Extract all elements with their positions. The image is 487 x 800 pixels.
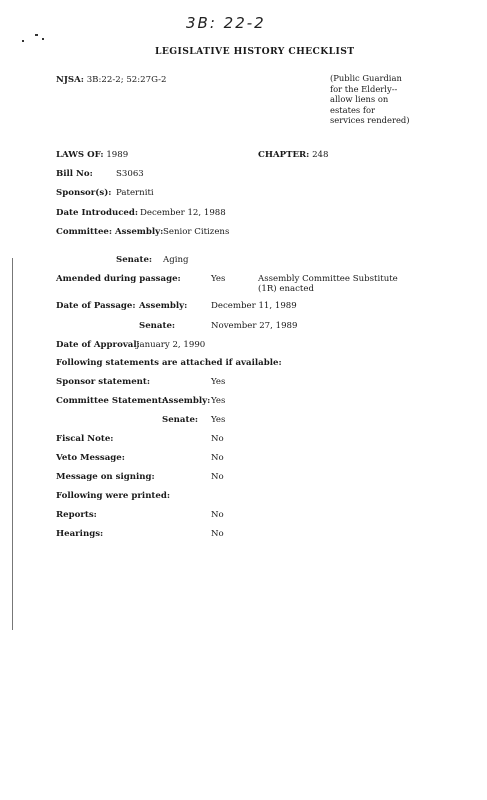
page-edge-line — [12, 258, 13, 630]
bill-no-value: S3063 — [116, 169, 144, 179]
scan-speck — [22, 40, 24, 42]
njsa-value: 3B:22-2; 52:27G-2 — [86, 75, 167, 85]
reports-value: No — [211, 510, 224, 520]
statements-heading: Following statements are attached if available: — [56, 358, 282, 368]
committee-assembly-label: Assembly: — [115, 227, 164, 237]
date-of-approval-value: January 2, 1990 — [136, 340, 206, 350]
amended-note-line1: Assembly Committee Substitute — [258, 274, 398, 284]
committee-senate-value: Aging — [163, 255, 189, 265]
chapter-label: CHAPTER: — [258, 150, 310, 160]
subject-note — [330, 73, 410, 126]
committee-senate-label: Senate: — [116, 255, 153, 265]
scan-speck — [42, 38, 44, 40]
sponsor-statement-value: Yes — [211, 377, 226, 387]
sponsor-statement-label: Sponsor statement: — [56, 377, 151, 387]
passage-senate-value: November 27, 1989 — [211, 321, 298, 331]
bill-no-label: Bill No: — [56, 169, 93, 179]
committee-statement-assembly-value: Yes — [211, 396, 226, 406]
printed-heading: Following were printed: — [56, 491, 171, 501]
amended-label: Amended during passage: — [56, 274, 181, 284]
subject-note-line: (Public Guardian — [330, 73, 402, 83]
message-on-signing-label: Message on signing: — [56, 472, 155, 482]
committee-statement-senate-label: Senate: — [162, 415, 199, 425]
amended-value: Yes — [211, 274, 226, 284]
page-title: LEGISLATIVE HISTORY CHECKLIST — [155, 46, 355, 57]
date-of-passage-label: Date of Passage: — [56, 301, 136, 311]
laws-of-value: 1989 — [106, 150, 129, 160]
veto-message-label: Veto Message: — [56, 453, 125, 463]
subject-note-line: for the Elderly-- — [330, 83, 398, 94]
njsa-row — [56, 75, 166, 85]
handwritten-number: 3B: 22-2 — [186, 14, 266, 32]
laws-of-label: LAWS OF: — [56, 150, 104, 160]
reports-label: Reports: — [56, 510, 97, 520]
hearings-label: Hearings: — [56, 529, 104, 539]
subject-note-line: allow liens on — [330, 94, 389, 104]
subject-note-line: services rendered) — [330, 115, 410, 125]
date-of-approval-label: Date of Approval: — [56, 340, 140, 350]
laws-of-row — [56, 150, 128, 160]
message-on-signing-value: No — [211, 472, 224, 482]
committee-statement-label: Committee Statement: — [56, 396, 166, 406]
fiscal-note-label: Fiscal Note: — [56, 434, 114, 444]
passage-assembly-value: December 11, 1989 — [211, 301, 297, 311]
date-introduced-value: December 12, 1988 — [140, 208, 226, 218]
chapter-value: 248 — [312, 150, 329, 160]
date-introduced-label: Date Introduced: — [56, 208, 139, 218]
committee-statement-senate-value: Yes — [211, 415, 226, 425]
chapter-row — [258, 150, 329, 160]
njsa-label: NJSA: — [56, 75, 84, 85]
amended-note-line2: (1R) enacted — [258, 284, 314, 294]
committee-statement-assembly-label: Assembly: — [162, 396, 211, 406]
passage-assembly-label: Assembly: — [139, 301, 188, 311]
sponsor-value: Paterniti — [116, 188, 154, 198]
scan-speck — [35, 34, 38, 36]
fiscal-note-value: No — [211, 434, 224, 444]
hearings-value: No — [211, 529, 224, 539]
subject-note-line: estates for — [330, 104, 376, 115]
committee-assembly-value: Senior Citizens — [163, 227, 230, 237]
sponsor-label: Sponsor(s): — [56, 188, 112, 198]
passage-senate-label: Senate: — [139, 321, 176, 331]
committee-label: Committee: — [56, 227, 113, 237]
veto-message-value: No — [211, 453, 224, 463]
